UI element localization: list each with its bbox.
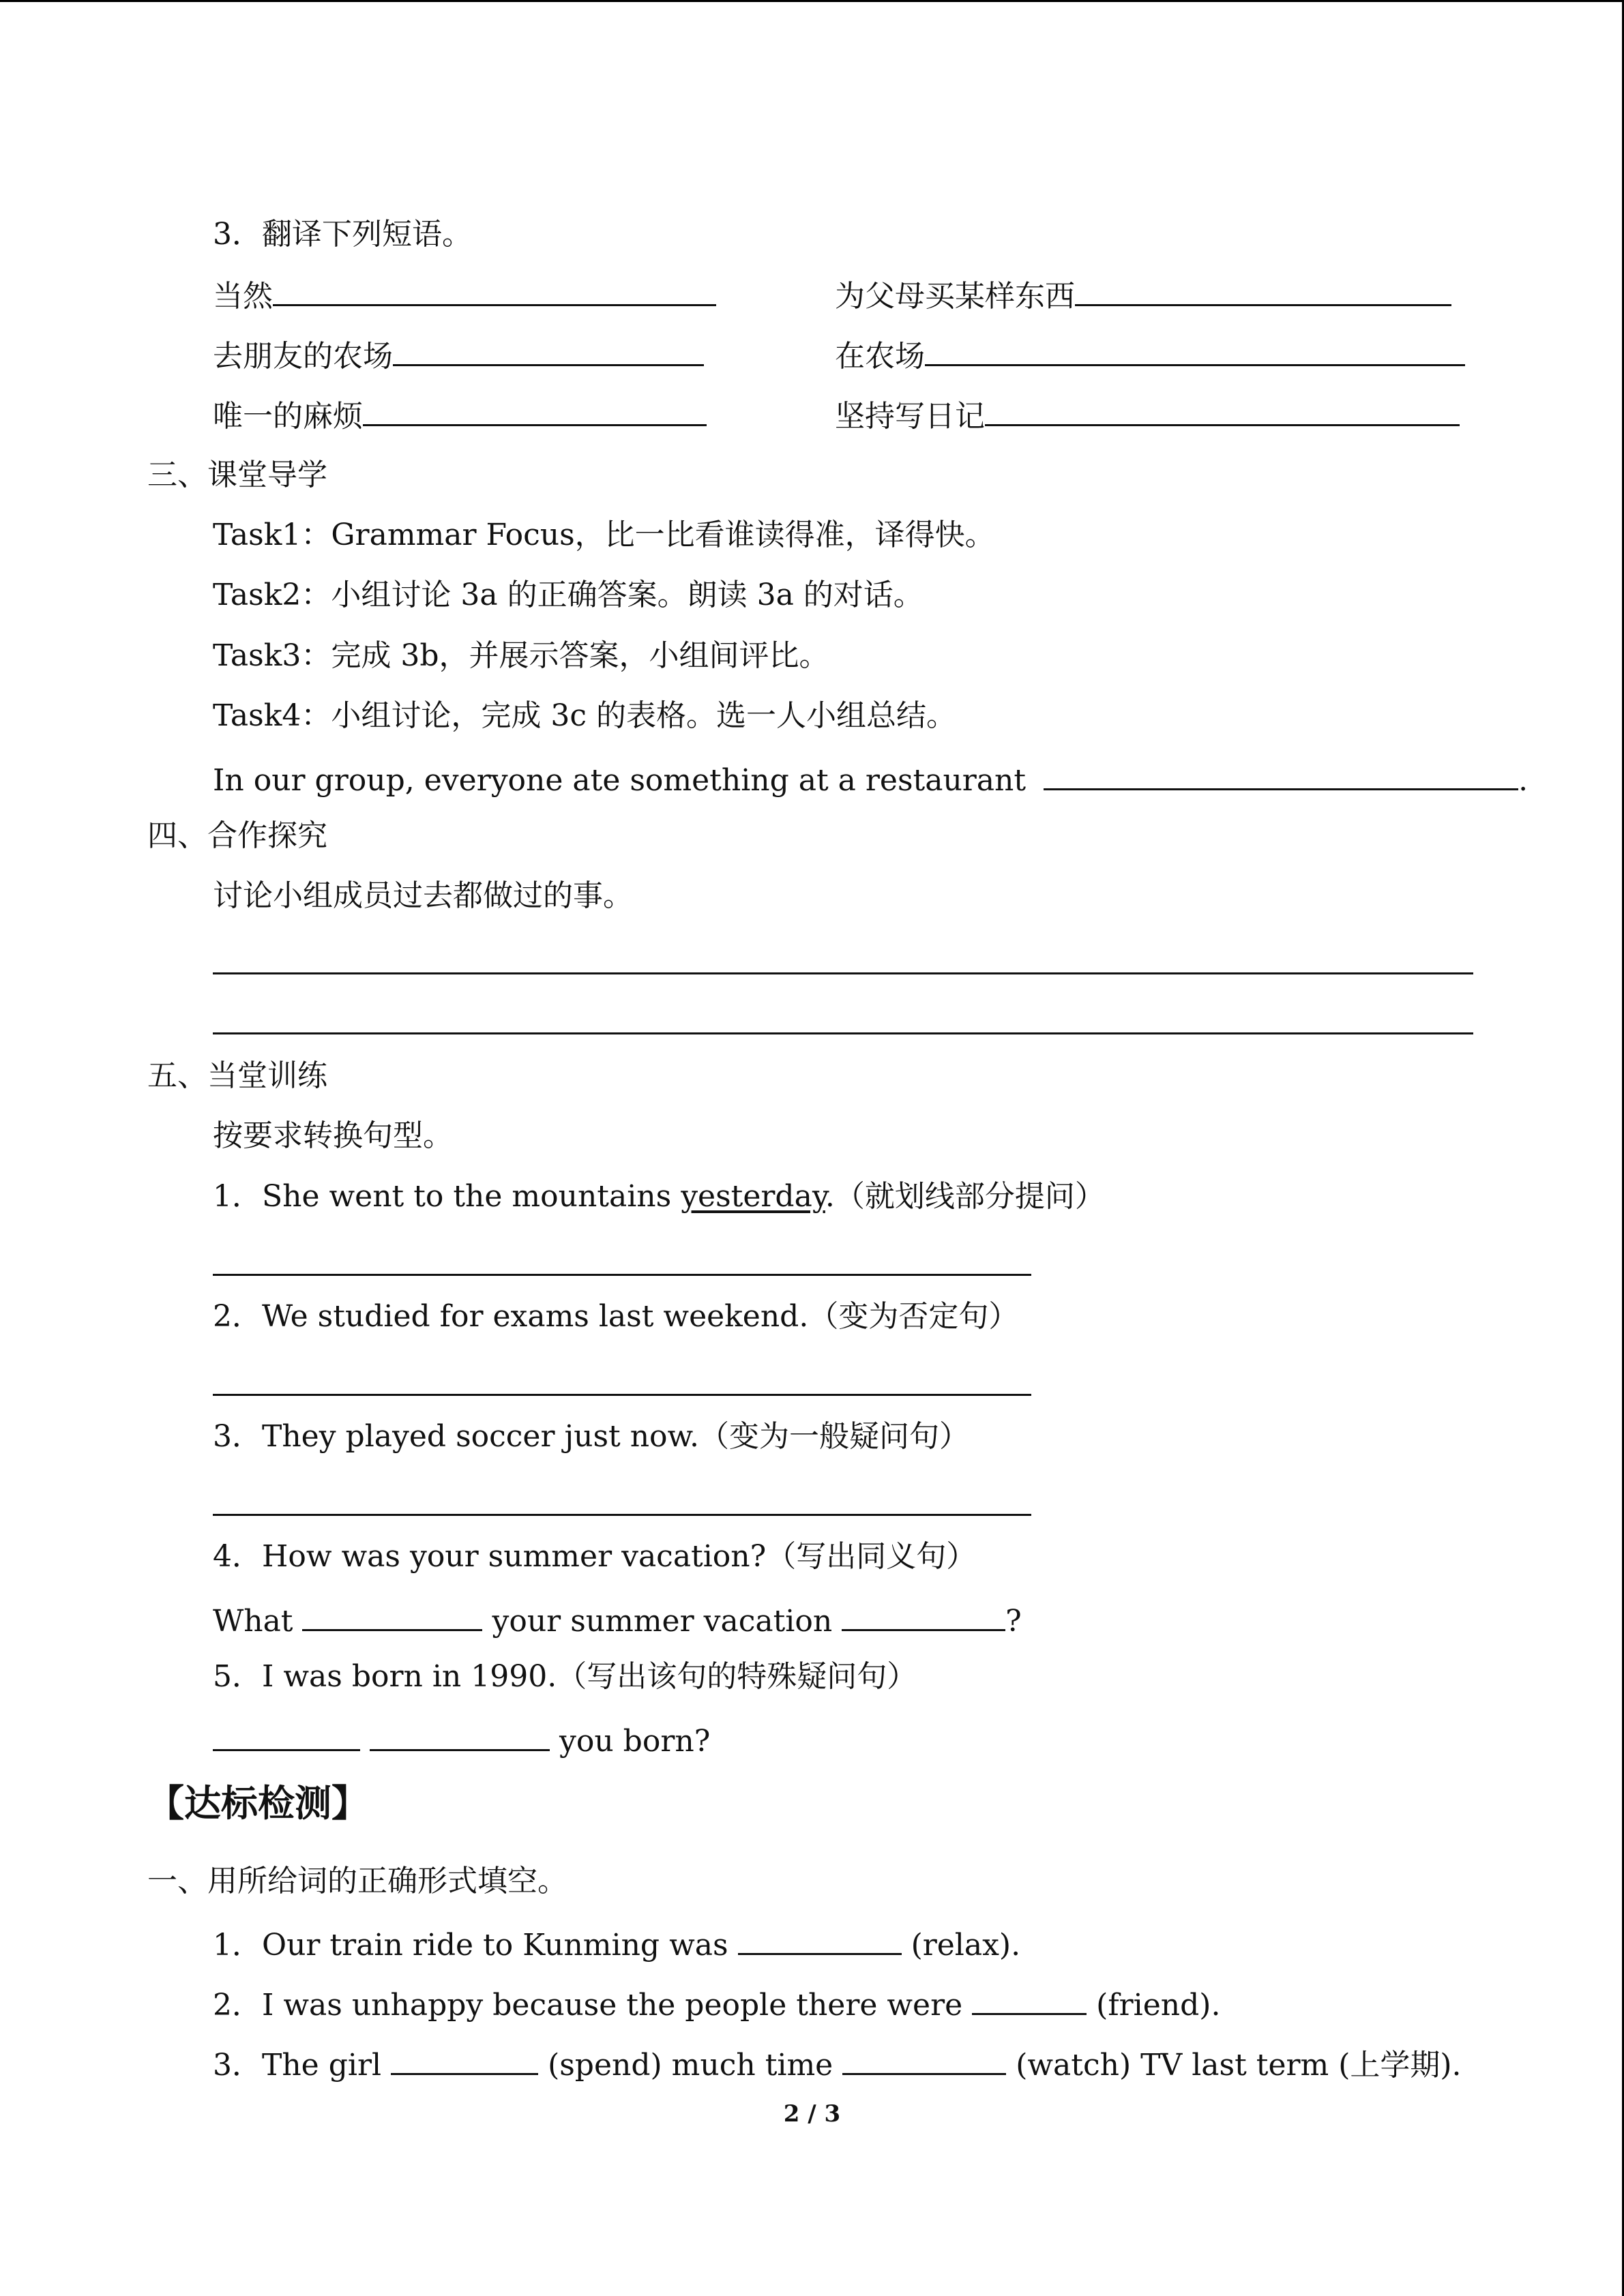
q1-underlined-word: yesterday [681,1179,825,1214]
translate-title: 3．翻译下列短语。 [213,217,472,252]
q1-text: 1．She went to the mountains [213,1179,681,1214]
transform-instruction: 按要求转换句型。 [213,1118,453,1153]
q1-note: .（就划线部分提问） [825,1179,1105,1214]
section-wu-heading: 五、当堂训练 [147,1058,327,1093]
exercise-q1 [213,1176,1105,1217]
answer-blank[interactable] [1044,758,1518,790]
answer-line[interactable] [213,1394,1031,1396]
answer-line[interactable] [213,1032,1473,1034]
exercise-q4: 4．How was your summer vacation?（写出同义句） [213,1539,977,1574]
check-q2 [213,1983,1220,2024]
phrase-row-2-right [835,334,1465,375]
q1-text: 1．Our train ride to Kunming was [213,1928,728,1963]
q4-fill-mark: ? [1005,1604,1022,1639]
phrase-label: 当然 [213,279,273,314]
discussion-prompt: 讨论小组成员过去都做过的事。 [213,878,633,913]
summary-prefix: In our group, everyone ate something at a restaurant [213,763,1027,798]
answer-blank[interactable] [738,1923,902,1955]
exercise-q4-fill [213,1599,1022,1640]
task-1: Task1：Grammar Focus，比一比看谁读得准，译得快。 [213,518,995,552]
check-sub-heading: 一、用所给词的正确形式填空。 [147,1864,567,1898]
answer-blank[interactable] [925,334,1465,366]
phrase-row-1-left [213,274,716,315]
answer-blank[interactable] [273,274,716,306]
phrase-row-3-right [835,394,1460,435]
answer-blank[interactable] [363,394,707,426]
check-heading: 【达标检测】 [147,1782,368,1825]
q3-hint-b: (watch) TV last term (上学期). [1016,2048,1462,2083]
check-q3 [213,2043,1462,2084]
answer-blank[interactable] [842,2043,1006,2075]
answer-blank[interactable] [1075,274,1451,306]
answer-blank[interactable] [972,1983,1087,2015]
exercise-q2: 2．We studied for exams last weekend.（变为否定句） [213,1299,1019,1334]
q2-text: 2．I was unhappy because the people there were [213,1988,963,2023]
q1-hint: (relax). [911,1928,1021,1963]
exercise-q3: 3．They played soccer just now.（变为一般疑问句） [213,1419,969,1454]
answer-blank[interactable] [391,2043,538,2075]
task-2: Task2：小组讨论 3a 的正确答案。朗读 3a 的对话。 [213,578,924,612]
q4-fill-word: What [213,1604,293,1639]
phrase-label: 唯一的麻烦 [213,399,363,434]
answer-blank[interactable] [842,1599,1005,1631]
page-number: 2 / 3 [783,2100,841,2128]
task-4: Task4：小组讨论，完成 3c 的表格。选一人小组总结。 [213,698,957,733]
q4-fill-phrase: your summer vacation [492,1604,833,1639]
answer-blank[interactable] [213,1719,360,1751]
answer-blank[interactable] [302,1599,482,1631]
q3-hint-a: (spend) much time [548,2048,833,2083]
answer-line[interactable] [213,1514,1031,1516]
section-si-heading: 四、合作探究 [147,818,327,853]
phrase-row-1-right [835,274,1451,315]
section-san-heading: 三、课堂导学 [147,458,327,492]
group-summary [213,758,1528,799]
q2-hint: (friend). [1096,1988,1221,2023]
phrase-row-3-left [213,394,707,435]
phrase-label: 在农场 [835,339,925,374]
q3-text: 3．The girl [213,2048,382,2083]
answer-blank[interactable] [985,394,1460,426]
phrase-label: 坚持写日记 [835,399,985,434]
phrase-row-2-left [213,334,704,375]
summary-suffix: . [1518,763,1529,798]
check-q1 [213,1923,1020,1964]
phrase-label: 为父母买某样东西 [835,279,1075,314]
q5-fill-text: you born? [559,1724,711,1759]
answer-line[interactable] [213,1274,1031,1276]
phrase-label: 去朋友的农场 [213,339,393,374]
answer-line[interactable] [213,972,1473,974]
exercise-q5: 5．I was born in 1990.（写出该句的特殊疑问句） [213,1659,917,1694]
exercise-q5-fill [213,1719,710,1760]
task-3: Task3：完成 3b，并展示答案，小组间评比。 [213,638,829,673]
answer-blank[interactable] [393,334,704,366]
answer-blank[interactable] [370,1719,550,1751]
